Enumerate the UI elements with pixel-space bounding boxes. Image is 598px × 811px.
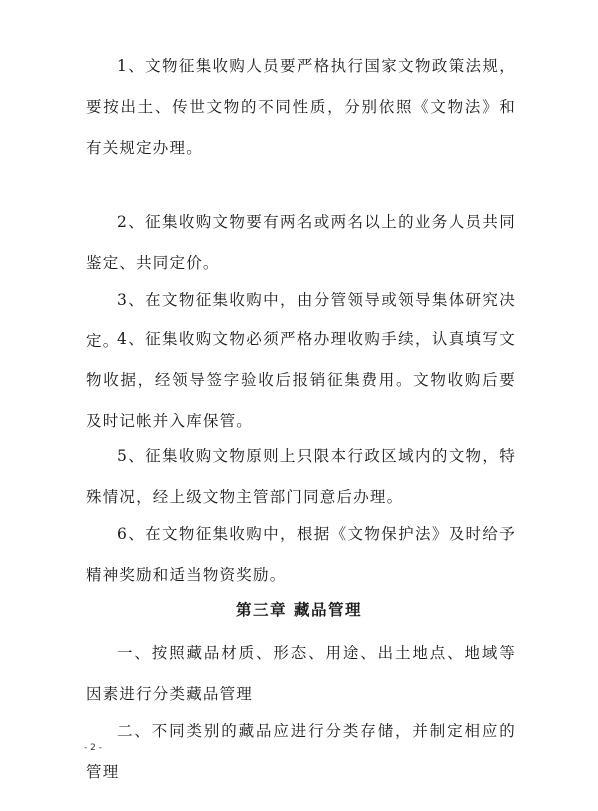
paragraph-4: 4、征集收购文物必须严格办理收购手续，认真填写文物收据，经领导签字验收后报销征集费用。文物收购后要及时记帐并入库保管。 — [86, 330, 516, 430]
chapter-paragraph-1: 一、按照藏品材质、形态、用途、出土地点、地域等因素进行分类藏品管理 — [86, 644, 516, 703]
paragraph-3: 3、在文物征集收购中，由分管领导或领导集体研究决定。 — [86, 291, 516, 350]
paragraph-6: 6、在文物征集收购中，根据《文物保护法》及时给予精神奖励和适当物资奖励。 — [86, 525, 516, 584]
paragraph-1: 1、文物征集收购人员要严格执行国家文物政策法规，要按出土、传世文物的不同性质，分别依照《文物法》和有关规定办理。 — [86, 57, 516, 157]
paragraph-5: 5、征集收购文物原则上只限本行政区域内的文物，特殊情况，经上级文物主管部门同意后办理。 — [86, 447, 516, 506]
page-number: - 2 - — [84, 743, 102, 753]
chapter-paragraph-2: 二、不同类别的藏品应进行分类存储，并制定相应的管理 — [86, 722, 516, 781]
chapter-heading: 第三章 藏品管理 — [236, 600, 362, 619]
paragraph-2: 2、征集收购文物要有两名或两名以上的业务人员共同鉴定、共同定价。 — [86, 213, 516, 272]
